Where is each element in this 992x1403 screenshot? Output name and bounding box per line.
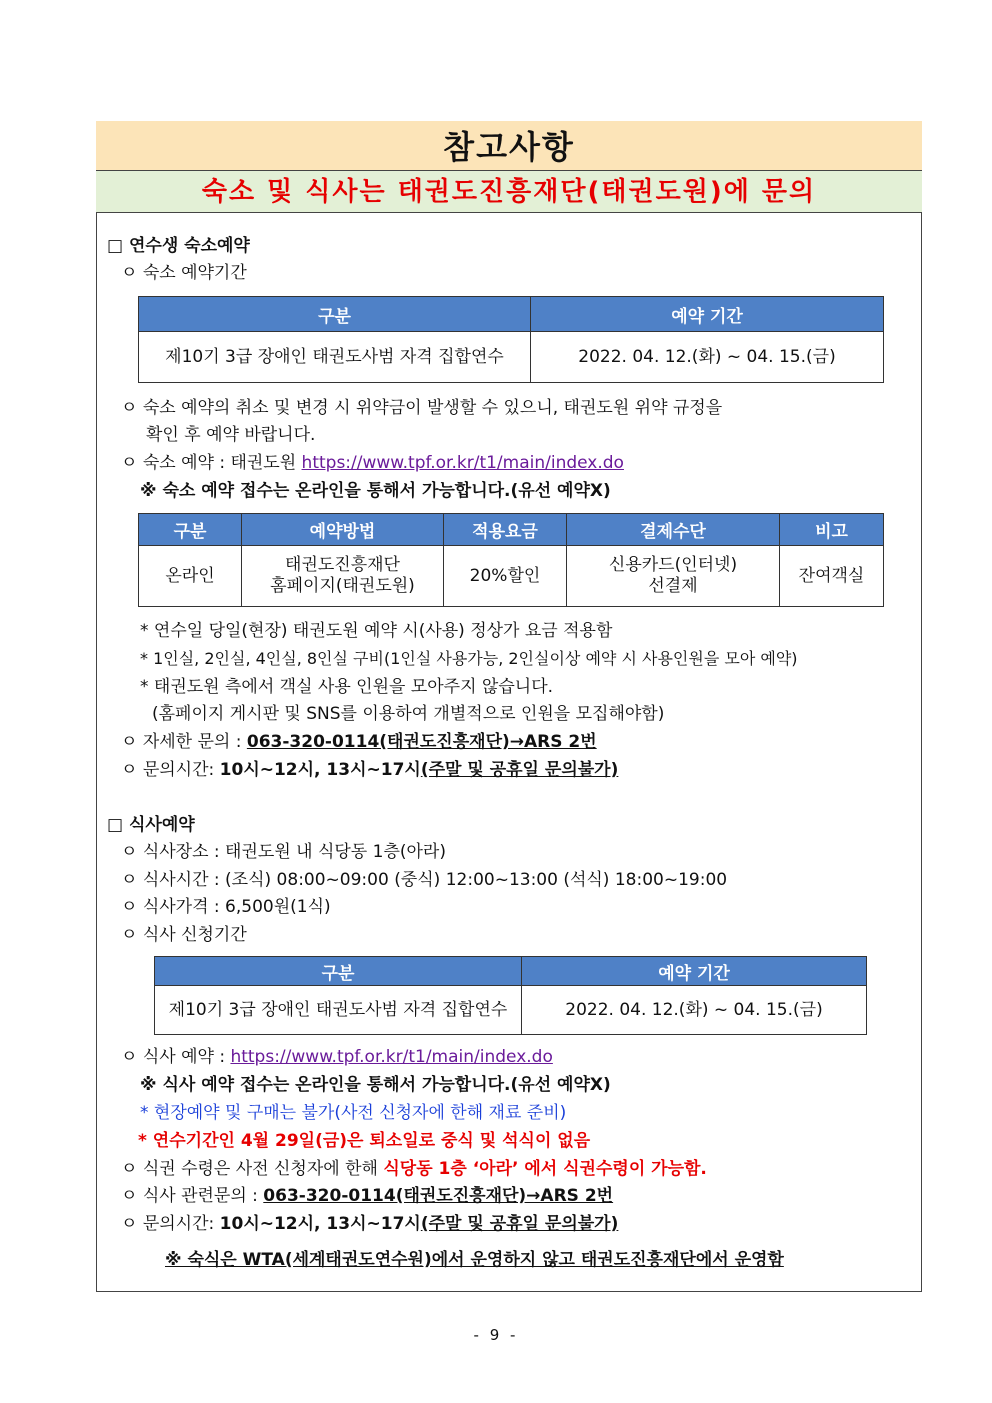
lodging-note: (홈페이지 게시판 및 SNS를 이용하여 개별적으로 인원을 모집해야함) <box>152 704 665 724</box>
lodging-hours-note: (주말 및 공휴일 문의불가) <box>420 760 619 780</box>
lodging-period-table <box>138 296 884 383</box>
lodging-inquiry <box>121 731 597 753</box>
meal-heading: □ 식사예약 <box>107 815 195 835</box>
table-header: 구분 <box>139 297 531 332</box>
table-header: 적용요금 <box>444 514 567 546</box>
meal-inquiry-phone: 063-320-0114(태권도진흥재단)→ARS 2번 <box>263 1186 614 1206</box>
meal-inquiry <box>121 1185 613 1207</box>
meal-period-table <box>154 956 867 1035</box>
table-cell: 잔여객실 <box>780 546 884 607</box>
meal-hours-value: 10시~12시, 13시~17시 <box>219 1214 421 1234</box>
meal-booking-link[interactable]: https://www.tpf.or.kr/t1/main/index.do <box>230 1047 553 1067</box>
lodging-note: * 1인실, 2인실, 4인실, 8인실 구비(1인실 사용가능, 2인실이상 예약 시 사용인원을 모아 예약) <box>140 649 798 668</box>
lodging-inquiry-phone: 063-320-0114(태권도진흥재단)→ARS 2번 <box>246 732 597 752</box>
table-header: 비고 <box>780 514 884 546</box>
meal-hours-note: (주말 및 공휴일 문의불가) <box>420 1214 619 1234</box>
meal-inquiry-label: ㅇ 식사 관련문의 : <box>121 1186 264 1206</box>
meal-ticket-label: ㅇ 식권 수령은 사전 신청자에 한해 <box>121 1159 384 1179</box>
meal-ticket-location: 식당동 1층 ‘아라’ 에서 식권수령이 가능함. <box>383 1159 707 1179</box>
lodging-hours-value: 10시~12시, 13시~17시 <box>219 760 421 780</box>
cancel-note: ㅇ 숙소 예약의 취소 및 변경 시 위약금이 발생할 수 있으니, 태권도원 위약 규정을 <box>121 398 723 418</box>
lodging-online-only: ※ 숙소 예약 접수는 온라인을 통해서 가능합니다.(유선 예약X) <box>140 481 611 501</box>
meal-onsite-note: * 현장예약 및 구매는 불가(사전 신청자에 한해 재료 준비) <box>140 1103 567 1123</box>
meal-no-meal-note: * 연수기간인 4월 29일(금)은 퇴소일로 중식 및 석식이 없음 <box>138 1131 591 1151</box>
table-header: 예약방법 <box>242 514 444 546</box>
lodging-note: * 연수일 당일(현장) 태권도원 예약 시(사용) 정상가 요금 적용함 <box>140 621 613 641</box>
table-header: 예약 기간 <box>531 297 884 332</box>
lodging-hours <box>121 759 618 781</box>
table-cell: 온라인 <box>139 546 242 607</box>
lodging-booking-link[interactable]: https://www.tpf.or.kr/t1/main/index.do <box>301 453 624 473</box>
meal-ticket <box>121 1158 707 1180</box>
lodging-hours-label: ㅇ 문의시간: <box>121 760 220 780</box>
meal-time: ㅇ 식사시간 : (조식) 08:00~09:00 (중식) 12:00~13:00 (석식) 18:00~19:00 <box>121 870 728 890</box>
meal-place: ㅇ 식사장소 : 태권도원 내 식당동 1층(아라) <box>121 842 446 862</box>
cancel-note-cont: 확인 후 예약 바랍니다. <box>146 425 316 445</box>
meal-price: ㅇ 식사가격 : 6,500원(1식) <box>121 897 331 917</box>
lodging-period-label: ㅇ 숙소 예약기간 <box>121 263 247 283</box>
meal-period-label: ㅇ 식사 신청기간 <box>121 925 247 945</box>
page-subtitle: 숙소 및 식사는 태권도진흥재단(태권도원)에 문의 <box>96 170 922 213</box>
lodging-heading: □ 연수생 숙소예약 <box>107 236 250 256</box>
table-cell: 2022. 04. 12.(화) ~ 04. 15.(금) <box>522 986 867 1035</box>
page-number: - 9 - <box>473 1326 519 1344</box>
lodging-method-table <box>138 513 884 607</box>
lodging-inquiry-label: ㅇ 자세한 문의 : <box>121 732 247 752</box>
payment-line-1: 신용카드(인터넷) <box>608 555 738 575</box>
table-cell: 2022. 04. 12.(화) ~ 04. 15.(금) <box>531 332 884 383</box>
payment-line-2: 선결제 <box>648 576 698 596</box>
page-title: 참고사항 <box>96 121 922 170</box>
table-header: 구분 <box>139 514 242 546</box>
meal-hours-label: ㅇ 문의시간: <box>121 1214 220 1234</box>
method-line-2: 홈페이지(태권도원) <box>270 576 415 596</box>
table-cell: 20%할인 <box>444 546 567 607</box>
table-cell <box>567 546 780 607</box>
meal-online-only: ※ 식사 예약 접수는 온라인을 통해서 가능합니다.(유선 예약X) <box>140 1075 611 1095</box>
meal-booking <box>121 1046 553 1068</box>
table-cell: 제10기 3급 장애인 태권도사범 자격 집합연수 <box>139 332 531 383</box>
table-cell: 제10기 3급 장애인 태권도사범 자격 집합연수 <box>155 986 522 1035</box>
table-cell <box>242 546 444 607</box>
lodging-booking-label: ㅇ 숙소 예약 : 태권도원 <box>121 453 302 473</box>
lodging-note: * 태권도원 측에서 객실 사용 인원을 모아주지 않습니다. <box>140 677 554 697</box>
lodging-booking <box>121 452 624 474</box>
meal-booking-label: ㅇ 식사 예약 : <box>121 1047 231 1067</box>
table-header: 구분 <box>155 957 522 986</box>
method-line-1: 태권도진흥재단 <box>285 555 400 575</box>
footer-note: ※ 숙식은 WTA(세계태권도연수원)에서 운영하지 않고 태권도진흥재단에서 운영함 <box>165 1250 784 1270</box>
table-header: 예약 기간 <box>522 957 867 986</box>
meal-hours <box>121 1213 618 1235</box>
table-header: 결제수단 <box>567 514 780 546</box>
